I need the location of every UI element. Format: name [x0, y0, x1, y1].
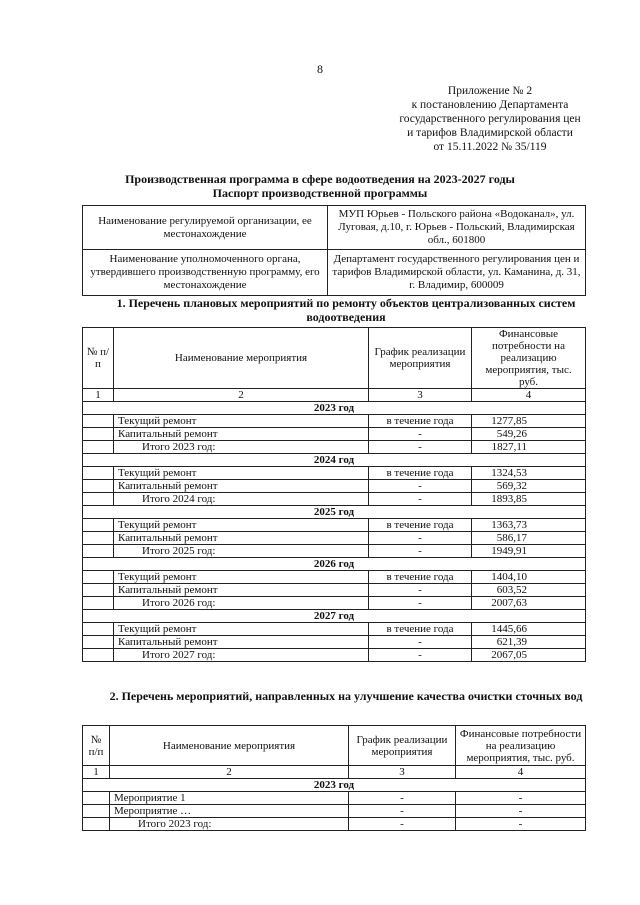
table-row	[83, 428, 586, 441]
column-number: 1	[83, 389, 114, 402]
table-row	[83, 493, 586, 506]
amount: -	[456, 818, 586, 831]
column-number-row	[83, 389, 586, 402]
row-number	[83, 467, 114, 480]
table-row	[83, 545, 586, 558]
year-row	[83, 558, 586, 571]
amount: 1277,85	[472, 415, 586, 428]
year-row	[83, 454, 586, 467]
row-number	[83, 649, 114, 662]
table-header-row	[83, 328, 586, 389]
column-number: 3	[349, 766, 456, 779]
table-row	[83, 792, 586, 805]
row-number	[83, 597, 114, 610]
year-label: 2023 год	[83, 779, 586, 792]
table-row	[83, 623, 586, 636]
column-number: 2	[110, 766, 349, 779]
table-row	[83, 649, 586, 662]
header-cell: Финансовые потребности на реализацию мероприятия, тыс. руб.	[472, 328, 586, 389]
schedule: -	[369, 649, 472, 662]
passport-value: МУП Юрьев - Польского района «Водоканал», ул. Луговая, д.10, г. Юрьев - Польский, Владимирская обл., 601800	[328, 206, 586, 250]
activity-name: Капитальный ремонт	[114, 584, 369, 597]
activity-name: Текущий ремонт	[114, 415, 369, 428]
activity-name: Капитальный ремонт	[114, 636, 369, 649]
column-number: 4	[472, 389, 586, 402]
column-number-row	[83, 766, 586, 779]
passport-value: Департамент государственного регулирования цен и тарифов Владимирской области, ул. Каманина, д. 31, г. Владимир, 600009	[328, 250, 586, 296]
header-cell: № п/п	[83, 328, 114, 389]
schedule: -	[369, 584, 472, 597]
schedule: -	[349, 805, 456, 818]
year-label: 2026 год	[83, 558, 586, 571]
amount: 569,32	[472, 480, 586, 493]
row-number	[83, 584, 114, 597]
table-row	[83, 571, 586, 584]
year-row	[83, 506, 586, 519]
schedule: -	[369, 545, 472, 558]
amount: 1324,53	[472, 467, 586, 480]
amount: -	[456, 792, 586, 805]
passport-table	[82, 205, 586, 296]
row-number	[83, 545, 114, 558]
header-cell: График реализации мероприятия	[349, 726, 456, 766]
year-label: 2027 год	[83, 610, 586, 623]
passport-title: Паспорт производственной программы	[212, 186, 428, 200]
table-header-row	[83, 726, 586, 766]
column-number: 2	[114, 389, 369, 402]
activity-name: Мероприятие …	[110, 805, 349, 818]
schedule: в течение года	[369, 623, 472, 636]
amount: 586,17	[472, 532, 586, 545]
table-row	[83, 480, 586, 493]
activity-name: Текущий ремонт	[114, 467, 369, 480]
passport-row	[83, 206, 586, 250]
schedule: -	[369, 532, 472, 545]
row-number	[83, 519, 114, 532]
amount: 1893,85	[472, 493, 586, 506]
year-row	[83, 610, 586, 623]
row-number	[83, 532, 114, 545]
activity-name: Текущий ремонт	[114, 519, 369, 532]
activity-name: Итого 2027 год:	[114, 649, 369, 662]
header-cell: Наименование мероприятия	[114, 328, 369, 389]
header-cell: Наименование мероприятия	[110, 726, 349, 766]
schedule: -	[349, 818, 456, 831]
table-row	[83, 467, 586, 480]
column-number: 3	[369, 389, 472, 402]
year-label: 2023 год	[83, 402, 586, 415]
column-number: 1	[83, 766, 110, 779]
schedule: -	[369, 636, 472, 649]
table-row	[83, 584, 586, 597]
schedule: в течение года	[369, 571, 472, 584]
amount: 603,52	[472, 584, 586, 597]
passport-label: Наименование регулируемой организации, ее местонахождение	[83, 206, 328, 250]
amount: 1363,73	[472, 519, 586, 532]
activity-name: Текущий ремонт	[114, 623, 369, 636]
appendix-block	[380, 84, 600, 154]
header-cell: Финансовые потребности на реализацию мероприятия, тыс. руб.	[456, 726, 586, 766]
schedule: -	[369, 597, 472, 610]
schedule: -	[369, 480, 472, 493]
row-number	[83, 480, 114, 493]
schedule: в течение года	[369, 467, 472, 480]
activity-name: Итого 2023 год:	[114, 441, 369, 454]
activity-name: Мероприятие 1	[110, 792, 349, 805]
row-number	[83, 493, 114, 506]
amount: 2007,63	[472, 597, 586, 610]
document-title: Производственная программа в сфере водоотведения на 2023-2027 годы	[125, 172, 515, 186]
schedule: в течение года	[369, 415, 472, 428]
activity-name: Капитальный ремонт	[114, 532, 369, 545]
treatment-quality-table	[82, 725, 586, 831]
section1-heading: 1. Перечень плановых мероприятий по ремонту объектов централизованных систем водоотведения	[116, 296, 576, 324]
year-label: 2025 год	[83, 506, 586, 519]
amount: 1827,11	[472, 441, 586, 454]
year-row	[83, 402, 586, 415]
activity-name: Итого 2026 год:	[114, 597, 369, 610]
row-number	[83, 428, 114, 441]
row-number	[83, 415, 114, 428]
amount: 1404,10	[472, 571, 586, 584]
activity-name: Капитальный ремонт	[114, 428, 369, 441]
activity-name: Текущий ремонт	[114, 571, 369, 584]
year-row	[83, 779, 586, 792]
table-row	[83, 532, 586, 545]
header-cell: График реализации мероприятия	[369, 328, 472, 389]
page-number: 8	[317, 62, 323, 76]
table-row	[83, 818, 586, 831]
table-row	[83, 441, 586, 454]
activity-name: Итого 2024 год:	[114, 493, 369, 506]
row-number	[83, 441, 114, 454]
schedule: -	[369, 493, 472, 506]
repair-plan-table	[82, 327, 586, 662]
year-label: 2024 год	[83, 454, 586, 467]
activity-name: Итого 2025 год:	[114, 545, 369, 558]
table-row	[83, 805, 586, 818]
table-row	[83, 636, 586, 649]
amount: 549,26	[472, 428, 586, 441]
table-row	[83, 597, 586, 610]
table-row	[83, 519, 586, 532]
appendix-line: и тарифов Владимирской области	[407, 127, 573, 139]
appendix-line: Приложение № 2	[447, 85, 533, 97]
column-number: 4	[456, 766, 586, 779]
amount: 1949,91	[472, 545, 586, 558]
schedule: -	[369, 428, 472, 441]
schedule: в течение года	[369, 519, 472, 532]
amount: 1445,66	[472, 623, 586, 636]
row-number	[83, 636, 114, 649]
section2-heading: 2. Перечень мероприятий, направленных на улучшение качества очистки сточных вод	[109, 689, 583, 703]
appendix-line: к постановлению Департамента	[411, 99, 569, 111]
schedule: -	[349, 792, 456, 805]
row-number	[83, 623, 114, 636]
amount: 2067,05	[472, 649, 586, 662]
amount: 621,39	[472, 636, 586, 649]
schedule: -	[369, 441, 472, 454]
activity-name: Итого 2023 год:	[110, 818, 349, 831]
activity-name: Капитальный ремонт	[114, 480, 369, 493]
row-number	[83, 571, 114, 584]
appendix-line: государственного регулирования цен	[399, 113, 581, 125]
amount: -	[456, 805, 586, 818]
header-cell: № п/п	[83, 726, 110, 766]
passport-label: Наименование уполномоченного органа, утвердившего производственную программу, его местонахождение	[83, 250, 328, 296]
table-row	[83, 415, 586, 428]
appendix-line: от 15.11.2022 № 35/119	[433, 141, 547, 153]
passport-row	[83, 250, 586, 296]
